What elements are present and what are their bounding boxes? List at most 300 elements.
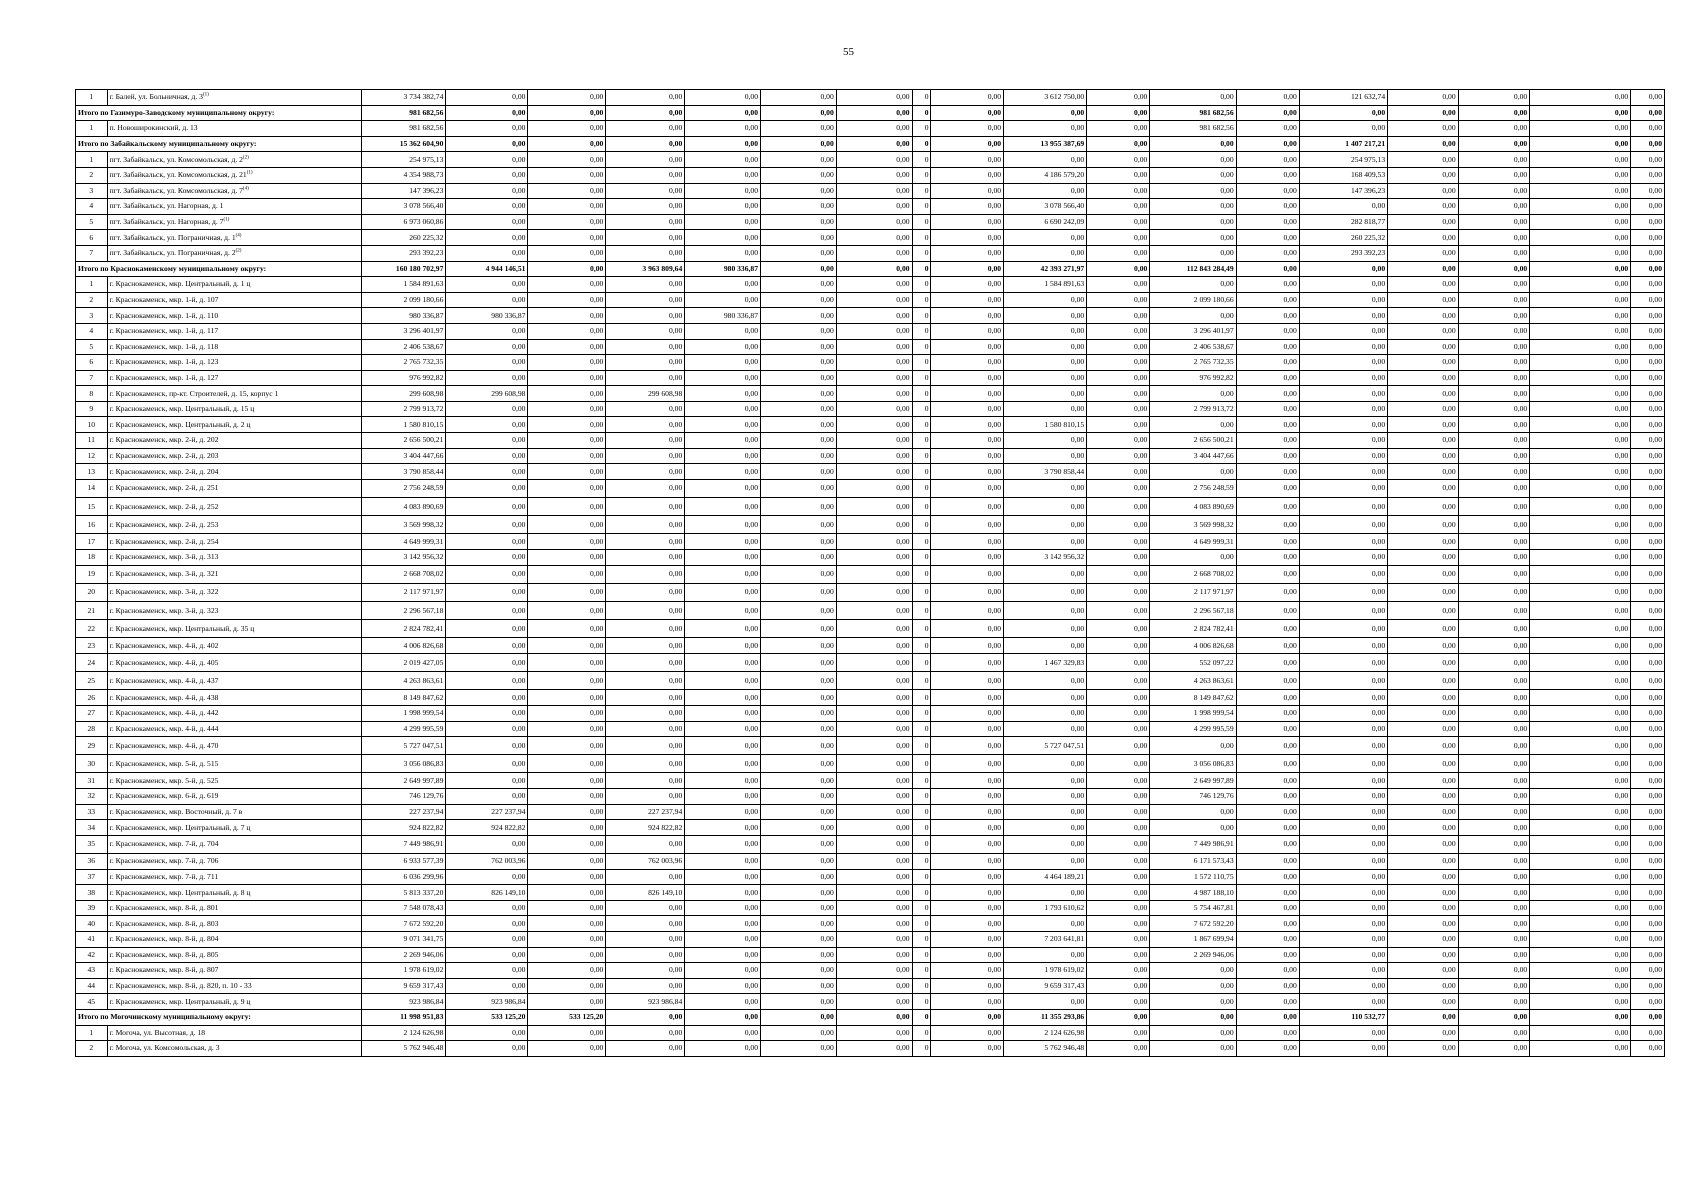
value-cell: 0 [912,401,931,417]
value-cell: 0,00 [1458,835,1530,853]
table-row [76,565,1665,583]
value-cell: 0,00 [685,835,761,853]
value-cell: 0,00 [606,1009,685,1025]
value-cell: 0,00 [528,448,606,464]
row-number: 8 [76,386,108,402]
value-cell: 0,00 [685,565,761,583]
value-cell: 0,00 [931,1025,1004,1041]
value-cell: 0,00 [606,550,685,566]
value-cell: 0,00 [685,152,761,168]
value-cell: 0,00 [1388,136,1459,152]
value-cell: 0,00 [1236,947,1299,963]
value-cell: 2 756 248,59 [362,479,446,497]
value-cell: 0,00 [1631,433,1665,449]
value-cell: 0,00 [761,534,837,550]
value-cell: 0,00 [1004,183,1087,199]
table-row [76,1025,1665,1041]
value-cell: 0,00 [1236,401,1299,417]
table-row [76,245,1665,261]
value-cell: 0,00 [931,601,1004,619]
total-row [76,105,1665,121]
value-cell: 0,00 [1087,90,1150,106]
value-cell: 0,00 [685,583,761,601]
value-cell: 0,00 [1530,1041,1631,1057]
value-cell: 0,00 [1236,214,1299,230]
value-cell: 0,00 [1299,620,1387,638]
value-cell: 0,00 [1299,105,1387,121]
value-cell: 0,00 [1004,479,1087,497]
value-cell: 0,00 [1087,152,1150,168]
value-cell: 0,00 [528,900,606,916]
value-cell: 0,00 [528,820,606,836]
value-cell: 0 [912,277,931,293]
value-cell: 0,00 [1458,355,1530,371]
value-cell: 0,00 [446,230,528,246]
value-cell: 0,00 [1631,638,1665,654]
value-cell: 0,00 [606,947,685,963]
value-cell: 0,00 [606,963,685,979]
value-cell: 0,00 [446,121,528,137]
value-cell: 3 056 086,83 [362,755,446,773]
value-cell: 0,00 [1458,323,1530,339]
value-cell: 8 149 847,62 [362,690,446,706]
value-cell: 0,00 [1530,835,1631,853]
value-cell: 923 986,84 [446,994,528,1010]
value-cell: 0,00 [1299,534,1387,550]
row-number: 20 [76,583,108,601]
value-cell: 0,00 [1150,464,1236,480]
value-cell: 0,00 [836,721,912,737]
value-cell: 0,00 [528,773,606,789]
value-cell: 0,00 [1458,277,1530,293]
value-cell: 0,00 [528,672,606,690]
value-cell: 0,00 [606,1025,685,1041]
value-cell: 3 142 956,32 [1004,550,1087,566]
value-cell: 0,00 [1087,277,1150,293]
value-cell: 0,00 [1631,464,1665,480]
value-cell: 2 296 567,18 [1150,601,1236,619]
value-cell: 0,00 [1388,339,1459,355]
address-cell [107,516,362,534]
value-cell: 0 [912,1025,931,1041]
value-cell: 0,00 [685,417,761,433]
table-row [76,183,1665,199]
value-cell: 0,00 [1530,479,1631,497]
value-cell: 0,00 [446,167,528,183]
value-cell: 3 612 750,00 [1004,90,1087,106]
value-cell: 0,00 [606,199,685,215]
value-cell: 0,00 [446,136,528,152]
table-row [76,653,1665,671]
value-cell: 0,00 [1388,653,1459,671]
address-text: г. Краснокаменск, мкр. 3-й, д. 322 [109,587,219,597]
value-cell: 0,00 [1236,323,1299,339]
value-cell: 0,00 [1087,705,1150,721]
value-cell: 0,00 [1236,199,1299,215]
address-cell [107,1041,362,1057]
value-cell: 0,00 [1236,690,1299,706]
value-cell: 0,00 [836,121,912,137]
value-cell: 0,00 [931,261,1004,277]
value-cell: 0,00 [761,994,837,1010]
value-cell: 0,00 [1388,1025,1459,1041]
value-cell: 4 006 826,68 [1150,638,1236,654]
value-cell: 0,00 [761,230,837,246]
value-cell: 1 572 110,75 [1150,869,1236,885]
value-cell: 0,00 [606,835,685,853]
value-cell: 0,00 [1458,386,1530,402]
value-cell: 0,00 [1388,773,1459,789]
value-cell: 0,00 [1388,245,1459,261]
value-cell: 0,00 [836,105,912,121]
value-cell: 0,00 [1631,789,1665,805]
value-cell: 0,00 [836,516,912,534]
address-cell [107,900,362,916]
value-cell: 0,00 [685,199,761,215]
value-cell: 2 656 500,21 [362,433,446,449]
address-text: г. Краснокаменск, мкр. 6-й, д. 619 [109,791,219,801]
value-cell: 0,00 [1236,869,1299,885]
value-cell: 0,00 [1299,448,1387,464]
value-cell: 2 668 708,02 [1150,565,1236,583]
value-cell: 11 355 293,86 [1004,1009,1087,1025]
value-cell: 0,00 [1236,90,1299,106]
table-row [76,292,1665,308]
value-cell: 0,00 [1388,534,1459,550]
value-cell: 0,00 [1087,620,1150,638]
value-cell: 1 580 810,15 [1004,417,1087,433]
value-cell: 0,00 [1388,464,1459,480]
value-cell: 0,00 [761,672,837,690]
value-cell: 0,00 [1087,885,1150,901]
value-cell: 0,00 [1236,916,1299,932]
value-cell: 0,00 [761,820,837,836]
value-cell: 0,00 [761,355,837,371]
value-cell: 924 822,82 [362,820,446,836]
value-cell: 0,00 [685,620,761,638]
value-cell: 0,00 [528,214,606,230]
address-cell [107,214,362,230]
value-cell: 0,00 [1388,277,1459,293]
address-text: г. Краснокаменск, мкр. 7-й, д. 711 [109,871,219,881]
value-cell: 0,00 [1004,601,1087,619]
value-cell: 0,00 [606,705,685,721]
value-cell: 0,00 [1150,167,1236,183]
value-cell: 0,00 [1388,199,1459,215]
value-cell: 0,00 [761,498,837,516]
value-cell: 7 449 986,91 [362,835,446,853]
value-cell: 0,00 [1458,230,1530,246]
address-cell [107,854,362,870]
value-cell: 0,00 [1388,963,1459,979]
address-cell [107,1025,362,1041]
value-cell: 0 [912,804,931,820]
value-cell: 0,00 [685,464,761,480]
row-number: 1 [76,1025,108,1041]
value-cell: 0,00 [1150,199,1236,215]
address-text: г. Краснокаменск, мкр. 1-й, д. 127 [109,372,219,382]
value-cell: 0,00 [1004,885,1087,901]
value-cell: 0,00 [1631,90,1665,106]
value-cell: 0,00 [1004,401,1087,417]
value-cell: 0,00 [446,550,528,566]
value-cell: 260 225,32 [1299,230,1387,246]
value-cell: 0,00 [1530,755,1631,773]
value-cell: 0,00 [1458,448,1530,464]
table-row [76,214,1665,230]
address-cell [107,534,362,550]
value-cell: 0,00 [446,705,528,721]
value-cell: 0,00 [606,601,685,619]
value-cell: 6 036 299,96 [362,869,446,885]
value-cell: 0,00 [1631,978,1665,994]
address-text: г. Краснокаменск, мкр. Центральный, д. 7 ц [109,822,251,832]
value-cell: 0,00 [1087,167,1150,183]
value-cell: 0,00 [1530,534,1631,550]
value-cell: 0,00 [836,854,912,870]
value-cell: 0,00 [606,690,685,706]
value-cell: 0,00 [528,136,606,152]
value-cell: 0,00 [761,183,837,199]
value-cell: 0,00 [1388,105,1459,121]
value-cell: 0,00 [1150,963,1236,979]
value-cell: 0,00 [931,433,1004,449]
value-cell: 0,00 [1004,323,1087,339]
value-cell: 0,00 [685,105,761,121]
value-cell: 0,00 [685,534,761,550]
value-cell: 0,00 [446,214,528,230]
address-text: пгт. Забайкальск, ул. Пограничная, д. 2 [109,248,236,258]
address-cell [107,479,362,497]
value-cell: 0,00 [931,308,1004,324]
address-text: пгт. Забайкальск, ул. Нагорная, д. 1 [109,201,224,211]
value-cell: 0,00 [606,916,685,932]
address-cell [107,755,362,773]
row-number: 44 [76,978,108,994]
value-cell: 980 336,87 [685,308,761,324]
value-cell: 0,00 [1087,1041,1150,1057]
value-cell: 0,00 [606,565,685,583]
value-cell: 0 [912,994,931,1010]
value-cell: 0,00 [446,789,528,805]
value-cell: 0,00 [1530,355,1631,371]
value-cell: 0,00 [836,835,912,853]
address-text: г. Краснокаменск, мкр. 1-й, д. 110 [109,310,219,320]
value-cell: 0,00 [606,755,685,773]
value-cell: 0,00 [931,370,1004,386]
value-cell: 0,00 [1299,1041,1387,1057]
value-cell: 0,00 [606,653,685,671]
footnote-marker: (2) [235,248,242,254]
value-cell: 6 933 577,39 [362,854,446,870]
value-cell: 0,00 [761,932,837,948]
value-cell: 0,00 [1087,601,1150,619]
address-cell [107,994,362,1010]
value-cell: 0,00 [446,323,528,339]
value-cell: 0,00 [528,804,606,820]
value-cell: 0,00 [931,516,1004,534]
value-cell: 924 822,82 [606,820,685,836]
value-cell: 7 672 592,20 [362,916,446,932]
value-cell: 0 [912,978,931,994]
value-cell: 0,00 [1299,355,1387,371]
value-cell: 0,00 [606,534,685,550]
value-cell: 3 963 809,64 [606,261,685,277]
value-cell: 0,00 [685,277,761,293]
address-cell [107,417,362,433]
table-row [76,386,1665,402]
value-cell: 0,00 [1530,245,1631,261]
value-cell: 0,00 [1236,121,1299,137]
value-cell: 0,00 [1388,869,1459,885]
value-cell: 299 608,98 [446,386,528,402]
value-cell: 0,00 [761,773,837,789]
value-cell: 0,00 [528,737,606,755]
address-cell [107,820,362,836]
value-cell: 1 407 217,21 [1299,136,1387,152]
value-cell: 0 [912,565,931,583]
value-cell: 0,00 [1530,583,1631,601]
value-cell: 0,00 [1388,214,1459,230]
value-cell: 0,00 [606,339,685,355]
value-cell: 0,00 [1458,199,1530,215]
value-cell: 0,00 [1458,479,1530,497]
value-cell: 0,00 [1087,386,1150,402]
table-row [76,90,1665,106]
value-cell: 0,00 [528,339,606,355]
address-cell [107,835,362,853]
value-cell: 0,00 [528,705,606,721]
value-cell: 0,00 [1236,789,1299,805]
address-text: г. Краснокаменск, мкр. 8-й, д. 805 [109,949,219,959]
value-cell: 0,00 [685,804,761,820]
value-cell: 0,00 [1458,854,1530,870]
address-text: г. Краснокаменск, мкр. Центральный, д. 15 ц [109,404,255,414]
value-cell: 0,00 [1299,464,1387,480]
value-cell: 0,00 [446,978,528,994]
value-cell: 0,00 [761,737,837,755]
value-cell: 0,00 [446,755,528,773]
address-cell [107,199,362,215]
value-cell: 0,00 [931,90,1004,106]
value-cell: 0,00 [836,789,912,805]
address-text: п. Новоширокинский, д. 13 [109,123,198,133]
value-cell: 0,00 [1299,401,1387,417]
table-row [76,339,1665,355]
value-cell: 0,00 [931,498,1004,516]
value-cell: 0,00 [528,755,606,773]
address-text: г. Краснокаменск, мкр. 1-й, д. 117 [109,326,219,336]
value-cell: 0,00 [761,869,837,885]
address-text: г. Краснокаменск, мкр. Центральный, д. 2 ц [109,419,251,429]
value-cell: 0,00 [685,705,761,721]
value-cell: 0,00 [446,464,528,480]
value-cell: 0,00 [685,947,761,963]
value-cell: 0 [912,152,931,168]
value-cell: 0,00 [1388,516,1459,534]
address-cell [107,230,362,246]
value-cell: 2 124 626,98 [1004,1025,1087,1041]
row-number: 26 [76,690,108,706]
value-cell: 0,00 [1236,885,1299,901]
value-cell: 0,00 [836,167,912,183]
value-cell: 0,00 [685,854,761,870]
data-table [75,89,1665,1057]
value-cell: 0,00 [1388,401,1459,417]
value-cell: 0,00 [1236,1025,1299,1041]
value-cell: 0,00 [1299,516,1387,534]
value-cell: 0,00 [1631,900,1665,916]
row-number: 27 [76,705,108,721]
table-row [76,448,1665,464]
value-cell: 0,00 [761,916,837,932]
value-cell: 0,00 [761,308,837,324]
address-text: г. Краснокаменск, мкр. 4-й, д. 470 [109,740,219,750]
value-cell: 0,00 [685,183,761,199]
value-cell: 0,00 [606,638,685,654]
value-cell: 1 580 810,15 [362,417,446,433]
value-cell: 0,00 [1236,183,1299,199]
value-cell: 0,00 [685,820,761,836]
value-cell: 0,00 [1087,230,1150,246]
value-cell: 0,00 [836,277,912,293]
table-row [76,737,1665,755]
value-cell: 0,00 [931,277,1004,293]
value-cell: 0,00 [1087,516,1150,534]
value-cell: 0,00 [1388,152,1459,168]
value-cell: 0,00 [1458,705,1530,721]
value-cell: 2 799 913,72 [1150,401,1236,417]
value-cell: 0,00 [1388,417,1459,433]
value-cell: 282 818,77 [1299,214,1387,230]
value-cell: 15 362 604,90 [362,136,446,152]
value-cell: 0,00 [761,900,837,916]
value-cell: 0,00 [446,448,528,464]
value-cell: 0,00 [1087,672,1150,690]
value-cell: 0,00 [1236,620,1299,638]
value-cell: 0,00 [1530,705,1631,721]
value-cell: 0,00 [1631,401,1665,417]
row-number: 6 [76,230,108,246]
row-number: 1 [76,121,108,137]
value-cell: 0,00 [1631,854,1665,870]
value-cell: 0,00 [761,448,837,464]
value-cell: 0,00 [836,583,912,601]
address-cell [107,323,362,339]
district-total-label: Итого по Забайкальскому муниципальному округу: [76,136,362,152]
address-cell [107,183,362,199]
value-cell: 2 824 782,41 [362,620,446,638]
value-cell: 0,00 [1458,789,1530,805]
value-cell: 0,00 [1530,550,1631,566]
value-cell: 0,00 [1236,705,1299,721]
value-cell: 0,00 [836,978,912,994]
value-cell: 0 [912,601,931,619]
value-cell: 0,00 [1458,737,1530,755]
value-cell: 0,00 [1150,214,1236,230]
value-cell: 0,00 [836,869,912,885]
value-cell: 0,00 [1530,370,1631,386]
value-cell: 0,00 [685,136,761,152]
value-cell: 3 790 858,44 [362,464,446,480]
value-cell: 0,00 [1530,261,1631,277]
value-cell: 0,00 [528,620,606,638]
value-cell: 0,00 [606,323,685,339]
value-cell: 0,00 [836,339,912,355]
value-cell: 0,00 [1631,292,1665,308]
value-cell: 6 690 242,09 [1004,214,1087,230]
value-cell: 0,00 [1388,900,1459,916]
